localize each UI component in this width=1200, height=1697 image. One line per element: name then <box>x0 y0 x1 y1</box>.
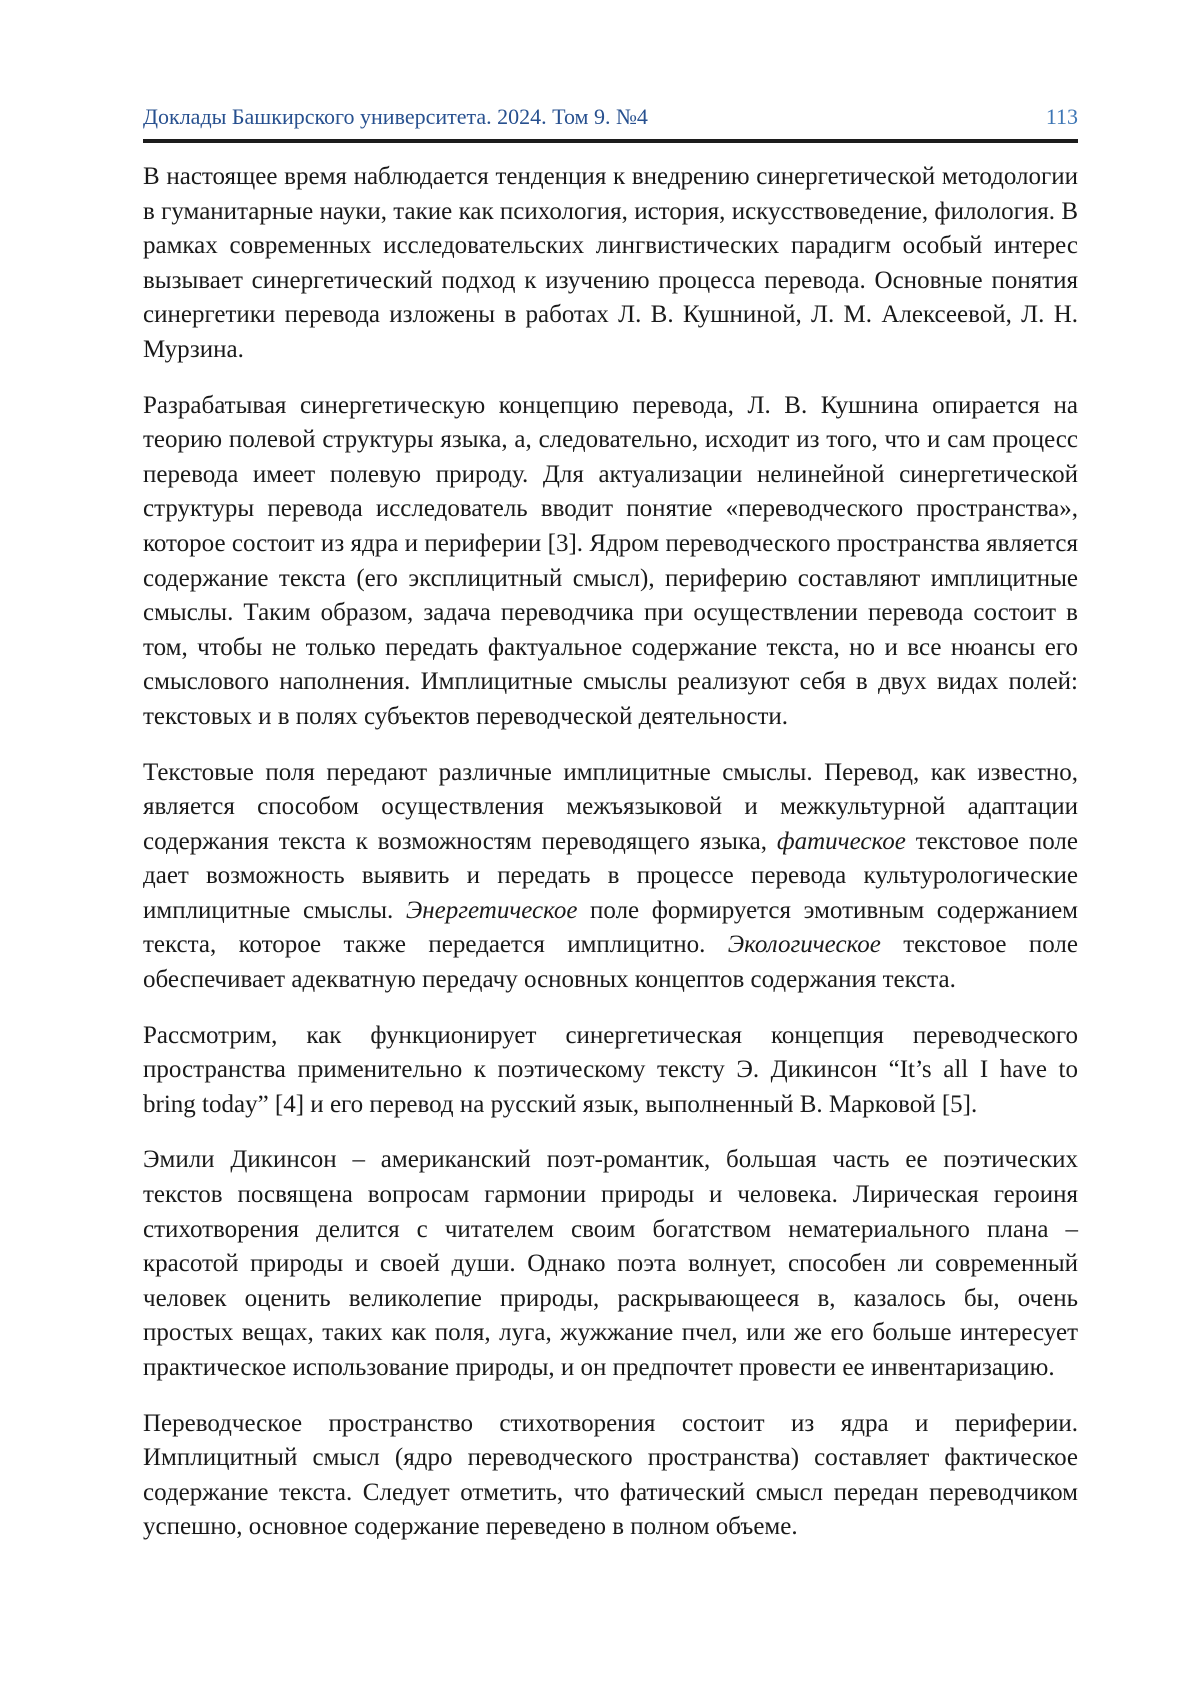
page-number: 113 <box>1045 104 1078 129</box>
paragraph-4: Рассмотрим, как функционирует синергетическая концепция переводческого пространства применительно к поэтическому тексту Э. Дикинсон “It’s all I have to bring today” [4] и его перевод на русский язык, выполненный В. Марковой [5]. <box>143 1021 1078 1118</box>
paragraph-3: Текстовые поля передают различные имплицитные смыслы. Перевод, как известно, является способом осуществления межъязыковой и межкультурной адаптации содержания текста к возможностям переводящего языка, фатическое текстовое поле дает возможность выявить и передать в процессе перевода культурологические имплицитные смыслы. Энергетическое поле формируется эмотивным содержанием текста, которое также передается имплицитно. Экологическое текстовое поле обеспечивает адекватную передачу основных концептов содержания текста. <box>143 758 1078 994</box>
paragraph-2: Разрабатывая синергетическую концепцию перевода, Л. В. Кушнина опирается на теорию полевой структуры языка, а, следовательно, исходит из того, что и сам процесс перевода имеет полевую природу. Для актуализации нелинейной синергетической структуры перевода исследователь вводит понятие «переводческого пространства», которое состоит из ядра и периферии [3]. Ядром переводческого пространства является содержание текста (его эксплицитный смысл), периферию составляют имплицитные смыслы. Таким образом, задача переводчика при осуществлении перевода состоит в том, чтобы не только передать фактуальное содержание текста, но и все нюансы его смыслового наполнения. Имплицитные смыслы реализуют себя в двух видах полей: текстовых и в полях субъектов переводческой деятельности. <box>143 391 1078 730</box>
page-header <box>143 103 1078 130</box>
journal-title: Доклады Башкирского университета. 2024. Том 9. №4 <box>143 104 648 129</box>
paragraph-6: Переводческое пространство стихотворения состоит из ядра и периферии. Имплицитный смысл (ядро переводческого пространства) составляет фактическое содержание текста. Следует отметить, что фатический смысл передан переводчиком успешно, основное содержание переведено в полном объеме. <box>143 1409 1078 1541</box>
article-body <box>143 160 1078 1545</box>
header-divider-rule <box>143 139 1078 143</box>
paragraph-1: В настоящее время наблюдается тенденция к внедрению синергетической методологии в гуманитарные науки, такие как психология, история, искусствоведение, филология. В рамках современных исследовательских лингвистических парадигм особый интерес вызывает синергетический подход к изучению процесса перевода. Основные понятия синергетики перевода изложены в работах Л. В. Кушниной, Л. М. Алексеевой, Л. Н. Мурзина. <box>143 163 1078 363</box>
paragraph-5: Эмили Дикинсон – американский поэт-романтик, большая часть ее поэтических текстов посвящена вопросам гармонии природы и человека. Лирическая героиня стихотворения делится с читателем своим богатством нематериального плана – красотой природы и своей души. Однако поэта волнует, способен ли современный человек оценить великолепие природы, раскрывающееся в, казалось бы, очень простых вещах, таких как поля, луга, жужжание пчел, или же его больше интересует практическое использование природы, и он предпочтет провести ее инвентаризацию. <box>143 1146 1078 1381</box>
